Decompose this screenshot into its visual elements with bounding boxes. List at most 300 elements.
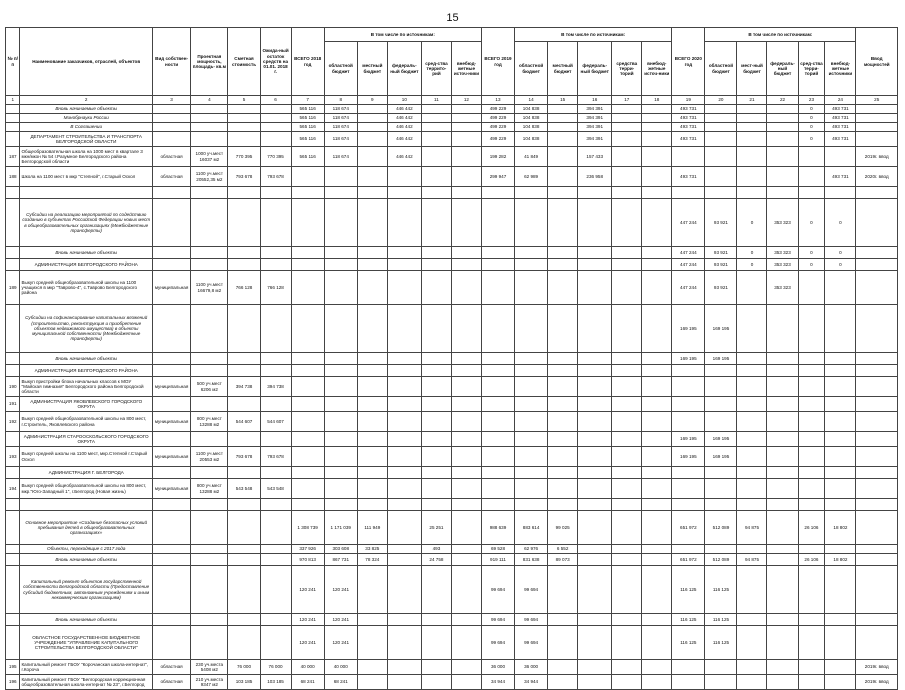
table-row — [6, 365, 898, 377]
value-cell: 25 251 — [421, 511, 451, 545]
row-number-cell — [6, 566, 20, 614]
value-cell — [421, 479, 451, 499]
value-cell — [737, 660, 767, 675]
row-name-cell: АДМИНИСТРАЦИЯ СТАРООСКОЛЬСКОГО ГОРОДСКОГО ОКРУГА — [20, 432, 152, 447]
row-number-cell: 193 — [6, 447, 20, 467]
value-cell — [387, 397, 421, 412]
value-cell: 104 838 — [515, 105, 548, 114]
value-cell — [825, 566, 856, 614]
value-cell — [548, 377, 578, 397]
value-cell — [191, 626, 228, 660]
row-number-cell: 196 — [6, 675, 20, 690]
table-row — [6, 660, 898, 675]
value-cell — [767, 675, 798, 690]
value-cell — [324, 412, 357, 432]
value-cell — [451, 114, 481, 123]
value-cell — [856, 397, 898, 412]
value-cell: 24 758 — [421, 554, 451, 566]
value-cell — [481, 199, 514, 247]
value-cell: 831 638 — [515, 554, 548, 566]
value-cell — [324, 467, 357, 479]
table-body — [6, 96, 898, 690]
row-number-cell — [6, 432, 20, 447]
value-cell: 120 241 — [291, 614, 324, 626]
value-cell — [357, 123, 387, 132]
value-cell: 0 — [825, 199, 856, 247]
value-cell — [357, 675, 387, 690]
value-cell — [481, 412, 514, 432]
value-cell — [515, 247, 548, 259]
value-cell: 446 442 — [387, 147, 421, 167]
value-cell — [228, 247, 260, 259]
value-cell: 499 229 — [481, 132, 514, 147]
row-number-cell — [6, 511, 20, 545]
value-cell — [191, 566, 228, 614]
value-cell — [324, 247, 357, 259]
row-number-cell — [6, 199, 20, 247]
value-cell — [825, 305, 856, 353]
value-cell — [260, 259, 291, 271]
value-cell — [767, 397, 798, 412]
value-cell — [548, 660, 578, 675]
value-cell — [548, 447, 578, 467]
header-source: сред-ства террито-рий — [421, 42, 451, 96]
value-cell — [421, 626, 451, 660]
value-cell — [612, 305, 642, 353]
value-cell — [515, 259, 548, 271]
value-cell — [481, 397, 514, 412]
value-cell: 26 106 — [798, 511, 825, 545]
value-cell — [856, 199, 898, 247]
value-cell — [357, 259, 387, 271]
row-name-cell: Выкуп средней общеобразовательной школы на 800 мест, мкр."Юго-Западный 1", г.Белгород (Новая жизнь) — [20, 479, 152, 499]
value-cell — [642, 167, 672, 187]
value-cell — [324, 432, 357, 447]
row-number-cell — [6, 353, 20, 365]
value-cell — [548, 675, 578, 690]
value-cell — [291, 199, 324, 247]
value-cell — [291, 187, 324, 199]
value-cell — [324, 259, 357, 271]
value-cell — [578, 554, 612, 566]
value-cell — [152, 353, 190, 365]
value-cell — [451, 412, 481, 432]
value-cell: 766 128 — [260, 271, 291, 305]
value-cell — [578, 247, 612, 259]
value-cell: 120 241 — [324, 614, 357, 626]
value-cell — [798, 353, 825, 365]
value-cell — [548, 614, 578, 626]
value-cell — [324, 499, 357, 511]
value-cell — [228, 432, 260, 447]
value-cell — [357, 432, 387, 447]
value-cell — [451, 479, 481, 499]
value-cell — [672, 397, 705, 412]
value-cell: 447 244 — [672, 247, 705, 259]
value-cell — [421, 114, 451, 123]
value-cell — [737, 271, 767, 305]
value-cell: 116 125 — [705, 614, 737, 626]
value-cell — [515, 365, 548, 377]
value-cell — [387, 247, 421, 259]
value-cell — [767, 479, 798, 499]
value-cell — [421, 187, 451, 199]
value-cell — [260, 353, 291, 365]
value-cell — [798, 432, 825, 447]
value-cell — [548, 247, 578, 259]
value-cell — [856, 554, 898, 566]
value-cell — [825, 412, 856, 432]
value-cell: 26 106 — [798, 554, 825, 566]
column-index-cell: 12 — [451, 96, 481, 105]
value-cell: 111 949 — [357, 511, 387, 545]
value-cell — [548, 114, 578, 123]
value-cell — [856, 566, 898, 614]
value-cell — [737, 147, 767, 167]
value-cell — [798, 412, 825, 432]
value-cell: 2020г. ввод — [856, 167, 898, 187]
value-cell — [548, 187, 578, 199]
value-cell — [260, 467, 291, 479]
value-cell: 651 972 — [672, 511, 705, 545]
value-cell — [357, 167, 387, 187]
value-cell — [578, 305, 612, 353]
value-cell — [737, 105, 767, 114]
column-index-cell: 17 — [612, 96, 642, 105]
value-cell — [578, 626, 612, 660]
value-cell — [357, 187, 387, 199]
value-cell — [798, 187, 825, 199]
value-cell — [387, 554, 421, 566]
value-cell — [767, 187, 798, 199]
value-cell — [291, 499, 324, 511]
value-cell — [515, 479, 548, 499]
value-cell — [767, 467, 798, 479]
value-cell — [578, 467, 612, 479]
value-cell — [612, 114, 642, 123]
value-cell: 0 — [798, 105, 825, 114]
column-index-cell: 23 — [798, 96, 825, 105]
value-cell: 353 323 — [767, 271, 798, 305]
value-cell — [387, 377, 421, 397]
value-cell — [228, 554, 260, 566]
value-cell — [451, 377, 481, 397]
value-cell: 116 125 — [705, 626, 737, 660]
value-cell — [387, 479, 421, 499]
value-cell — [767, 626, 798, 660]
value-cell: 118 674 — [324, 147, 357, 167]
value-cell: 0 — [737, 259, 767, 271]
value-cell — [705, 187, 737, 199]
value-cell — [357, 271, 387, 305]
value-cell — [642, 479, 672, 499]
value-cell — [152, 132, 190, 147]
value-cell — [578, 187, 612, 199]
value-cell — [357, 626, 387, 660]
value-cell — [152, 397, 190, 412]
value-cell — [548, 566, 578, 614]
value-cell: 493 731 — [825, 105, 856, 114]
value-cell — [612, 511, 642, 545]
value-cell — [705, 545, 737, 554]
value-cell: 0 — [798, 259, 825, 271]
value-cell — [481, 271, 514, 305]
row-name-cell: АДМИНИСТРАЦИЯ ЯКОВЛЕВСКОГО ГОРОДСКОГО ОКРУГА — [20, 397, 152, 412]
value-cell — [421, 499, 451, 511]
value-cell — [228, 626, 260, 660]
value-cell — [451, 305, 481, 353]
value-cell — [825, 614, 856, 626]
value-cell — [798, 147, 825, 167]
value-cell: 565 116 — [291, 114, 324, 123]
value-cell — [291, 353, 324, 365]
value-cell: 116 125 — [672, 566, 705, 614]
value-cell — [152, 614, 190, 626]
value-cell — [421, 105, 451, 114]
value-cell — [481, 447, 514, 467]
value-cell — [672, 499, 705, 511]
header-source: сред-ства терри-торий — [798, 42, 825, 96]
value-cell: областная — [152, 147, 190, 167]
value-cell — [421, 467, 451, 479]
value-cell: 169 195 — [672, 305, 705, 353]
value-cell: 93 921 — [705, 271, 737, 305]
value-cell: 1 171 039 — [324, 511, 357, 545]
value-cell — [260, 187, 291, 199]
column-index-cell: 20 — [705, 96, 737, 105]
value-cell — [672, 377, 705, 397]
value-cell — [767, 353, 798, 365]
value-cell — [642, 467, 672, 479]
header-source: областной бюджет — [705, 42, 737, 96]
value-cell — [705, 167, 737, 187]
value-cell — [421, 660, 451, 675]
value-cell — [767, 365, 798, 377]
value-cell — [737, 365, 767, 377]
value-cell — [451, 566, 481, 614]
value-cell — [191, 247, 228, 259]
value-cell — [578, 511, 612, 545]
table-row — [6, 499, 898, 511]
value-cell — [387, 626, 421, 660]
value-cell — [737, 447, 767, 467]
value-cell: 99 694 — [515, 626, 548, 660]
column-index-cell: 16 — [578, 96, 612, 105]
value-cell — [387, 259, 421, 271]
value-cell — [612, 545, 642, 554]
value-cell — [451, 545, 481, 554]
value-cell — [856, 132, 898, 147]
value-cell — [387, 499, 421, 511]
table-row — [6, 271, 898, 305]
value-cell — [357, 199, 387, 247]
row-number-cell: 191 — [6, 397, 20, 412]
value-cell — [324, 447, 357, 467]
value-cell: 169 195 — [705, 432, 737, 447]
value-cell — [152, 305, 190, 353]
value-cell — [642, 132, 672, 147]
value-cell — [767, 432, 798, 447]
value-cell — [387, 271, 421, 305]
value-cell — [672, 412, 705, 432]
value-cell: 512 089 — [705, 511, 737, 545]
value-cell — [421, 432, 451, 447]
value-cell: 883 614 — [515, 511, 548, 545]
value-cell — [191, 259, 228, 271]
value-cell — [421, 412, 451, 432]
value-cell — [421, 123, 451, 132]
value-cell — [228, 397, 260, 412]
value-cell: 394 738 — [260, 377, 291, 397]
table-row — [6, 397, 898, 412]
header-sources-2018: В том числе по источникам: — [324, 28, 481, 42]
row-name-cell: АДМИНИСТРАЦИЯ БЕЛГОРОДСКОГО РАЙОНА — [20, 365, 152, 377]
value-cell: 104 838 — [515, 123, 548, 132]
value-cell — [481, 467, 514, 479]
value-cell — [421, 675, 451, 690]
value-cell: 446 442 — [387, 105, 421, 114]
value-cell: муниципальная — [152, 377, 190, 397]
value-cell — [856, 511, 898, 545]
value-cell: 353 323 — [767, 259, 798, 271]
value-cell — [672, 187, 705, 199]
row-number-cell — [6, 499, 20, 511]
value-cell — [548, 105, 578, 114]
value-cell: 565 116 — [291, 105, 324, 114]
column-index-cell: 21 — [737, 96, 767, 105]
value-cell: 793 678 — [228, 447, 260, 467]
value-cell — [705, 467, 737, 479]
value-cell — [767, 545, 798, 554]
value-cell — [825, 467, 856, 479]
value-cell — [798, 271, 825, 305]
value-cell: 512 089 — [705, 554, 737, 566]
value-cell — [737, 614, 767, 626]
value-cell — [357, 397, 387, 412]
value-cell: 93 921 — [705, 199, 737, 247]
column-index-cell: 15 — [548, 96, 578, 105]
value-cell: 120 241 — [324, 626, 357, 660]
value-cell: 766 128 — [228, 271, 260, 305]
header-source: внебюд-жетные источ-ники — [451, 42, 481, 96]
value-cell — [291, 377, 324, 397]
column-index-row — [6, 96, 898, 105]
value-cell — [578, 397, 612, 412]
value-cell — [451, 132, 481, 147]
value-cell — [767, 614, 798, 626]
value-cell — [825, 187, 856, 199]
value-cell — [825, 147, 856, 167]
value-cell — [324, 353, 357, 365]
value-cell: 793 678 — [260, 167, 291, 187]
value-cell: 543 548 — [260, 479, 291, 499]
value-cell — [612, 554, 642, 566]
row-name-cell: ОБЛАСТНОЕ ГОСУДАРСТВЕННОЕ БЮДЖЕТНОЕ УЧРЕЖДЕНИЕ "УПРАВЛЕНИЕ КАПИТАЛЬНОГО СТРОИТЕЛЬСТВА БЕЛГОРОДСКОЙ ОБЛАСТИ" — [20, 626, 152, 660]
value-cell — [548, 132, 578, 147]
value-cell — [291, 167, 324, 187]
value-cell — [548, 147, 578, 167]
value-cell — [767, 447, 798, 467]
value-cell — [515, 271, 548, 305]
value-cell — [152, 511, 190, 545]
column-index-cell: 9 — [357, 96, 387, 105]
value-cell — [260, 626, 291, 660]
value-cell: 2019г. ввод — [856, 675, 898, 690]
row-name-cell: Вновь начинаемые объекты — [20, 353, 152, 365]
value-cell — [798, 499, 825, 511]
value-cell — [324, 271, 357, 305]
table-row — [6, 432, 898, 447]
value-cell: 230 уч.места 5408 м2 — [191, 660, 228, 675]
value-cell — [612, 147, 642, 167]
column-index-cell: 11 — [421, 96, 451, 105]
value-cell: 447 244 — [672, 271, 705, 305]
value-cell — [767, 167, 798, 187]
value-cell — [578, 614, 612, 626]
value-cell — [451, 199, 481, 247]
value-cell: 34 944 — [481, 675, 514, 690]
value-cell — [642, 147, 672, 167]
value-cell: 210 уч.места 9347 м2 — [191, 675, 228, 690]
value-cell — [642, 123, 672, 132]
value-cell — [798, 614, 825, 626]
value-cell: 236 958 — [578, 167, 612, 187]
row-name-cell: Капитальный ремонт объектов государственной собственности Белгородской области (Предоставление субсидий бюджетным, автономным учреждениям и иным некоммерческим организациям) — [20, 566, 152, 614]
column-index-cell: 3 — [152, 96, 190, 105]
value-cell — [737, 499, 767, 511]
value-cell — [228, 187, 260, 199]
value-cell: муниципальная — [152, 271, 190, 305]
value-cell: 499 229 — [481, 123, 514, 132]
value-cell — [705, 365, 737, 377]
value-cell: 353 323 — [767, 199, 798, 247]
value-cell — [228, 305, 260, 353]
value-cell — [515, 377, 548, 397]
value-cell — [451, 259, 481, 271]
value-cell — [260, 199, 291, 247]
value-cell: 104 838 — [515, 114, 548, 123]
value-cell — [612, 132, 642, 147]
value-cell: 499 229 — [481, 105, 514, 114]
value-cell: 493 — [421, 545, 451, 554]
value-cell: 116 125 — [672, 626, 705, 660]
value-cell — [856, 499, 898, 511]
row-name-cell: Капитальный ремонт ГБОУ "Белгородская коррекционная общеобразовательная школа-интернат № 23", г.Белгород — [20, 675, 152, 690]
value-cell — [357, 147, 387, 167]
value-cell: муниципальная — [152, 479, 190, 499]
value-cell — [291, 397, 324, 412]
value-cell — [357, 105, 387, 114]
value-cell — [387, 353, 421, 365]
value-cell — [451, 432, 481, 447]
value-cell — [767, 305, 798, 353]
value-cell — [767, 132, 798, 147]
row-number-cell: 195 — [6, 660, 20, 675]
value-cell — [451, 353, 481, 365]
value-cell — [228, 545, 260, 554]
value-cell — [548, 412, 578, 432]
value-cell: 99 694 — [481, 626, 514, 660]
value-cell — [642, 305, 672, 353]
row-number-cell — [6, 123, 20, 132]
value-cell — [228, 499, 260, 511]
value-cell: 199 282 — [481, 147, 514, 167]
value-cell: областная — [152, 675, 190, 690]
value-cell — [421, 377, 451, 397]
value-cell — [642, 447, 672, 467]
row-number-cell — [6, 626, 20, 660]
value-cell — [856, 626, 898, 660]
